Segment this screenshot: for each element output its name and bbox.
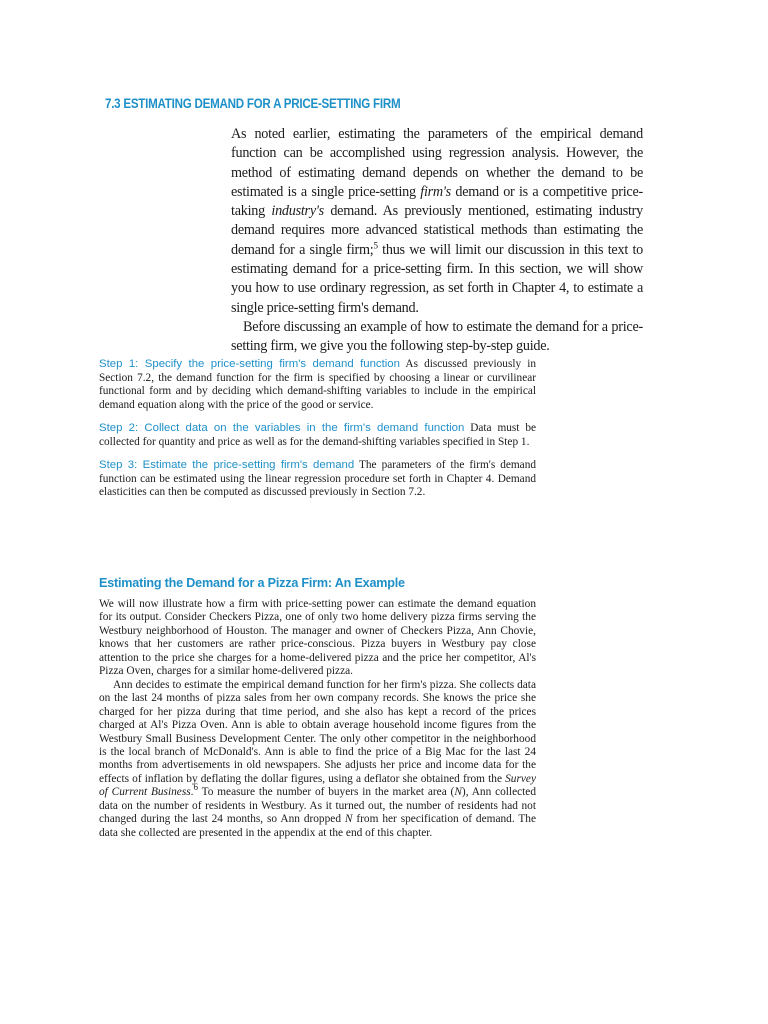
- intro-paragraph-1: As noted earlier, estimating the parameters of the empirical demand function can be accomplished using regression analysis. However, the method of estimating demand depends on whether the demand to be estimated is a single price-setting firm's demand or is a competitive price-taking industry's demand. As previously mentioned, estimating industry demand requires more advanced statistical methods than estimating the demand for a single firm;$^5$ thus we will limit our discussion in this text to estimating demand for a price-setting firm. In this section, we will show you how to use ordinary regression, as set forth in Chapter 4, to estimate a single price-setting firm's demand.: [231, 126, 643, 316]
- step-2: Step 2: Collect data on the variables in the firm's demand function Data must be collected for quantity and price as well as for the demand-shifting variables specified in Step 1.: [99, 422, 536, 448]
- footnote-ref-6[interactable]: 6: [193, 782, 198, 793]
- example-text: [99, 598, 536, 840]
- example-paragraph-2: Ann decides to estimate the empirical demand function for her firm's pizza. She collects data on the last 24 months of pizza sales from her own company records. She knows the price she charged for her pizza during that time period, and she also has kept a record of the prices charged at Al's Pizza Oven. Ann is able to obtain average household income figures from the Westbury Small Business Development Center. The only other competitor in the neighborhood is the local branch of McDonald's. Ann is able to find the price of a Big Mac for the last 24 months from advertisements in old newspapers. She adjusts her price and income data for the effects of inflation by deflating the dollar figures, using a deflator she obtained from the Survey of Current Business.$^6$ To measure the number of buyers in the market area (N), Ann collected data on the number of residents in Westbury. As it turned out, the number of residents had not changed during the last 24 months, so Ann dropped N from her specification of demand. The data she collected are presented in the appendix at the end of this chapter.: [99, 678, 537, 839]
- section-title: 7.3 ESTIMATING DEMAND FOR A PRICE-SETTING FIRM: [105, 96, 401, 111]
- step-3: Step 3: Estimate the price-setting firm's demand The parameters of the firm's demand function can be estimated using the linear regression procedure set forth in Chapter 4. Demand elasticities can then be computed as discussed previously in Section 7.2.: [99, 459, 536, 498]
- step-2-heading: Step 2: Collect data on the variables in the firm's demand function: [99, 422, 465, 434]
- step-1-heading: Step 1: Specify the price-setting firm's demand function: [99, 358, 400, 370]
- example-paragraph-1: We will now illustrate how a firm with price-setting power can estimate the demand equation for its output. Consider Checkers Pizza, one of only two home delivery pizza firms serving the Westbury neighborhood of Houston. The manager and owner of Checkers Pizza, Ann Chovie, knows that her customers are rather price-conscious. Pizza buyers in Westbury pay close attention to the price she charges for a home-delivered pizza and the price her competitor, Al's Pizza Oven, charges for a similar home-delivered pizza.: [99, 598, 536, 678]
- step-guide: [99, 358, 536, 510]
- example-heading: Estimating the Demand for a Pizza Firm: An Example: [99, 576, 405, 590]
- intro-text: [231, 125, 643, 357]
- intro-paragraph-2: Before discussing an example of how to estimate the demand for a price-setting firm, we give you the following step-by-step guide.: [231, 318, 643, 355]
- step-1: Step 1: Specify the price-setting firm's demand function As discussed previously in Section 7.2, the demand function for the firm is specified by choosing a linear or curvilinear functional form and by deciding which demand-shifting variables to include in the empirical demand equation along with the price of the good or service.: [99, 358, 536, 411]
- step-3-heading: Step 3: Estimate the price-setting firm's demand: [99, 459, 355, 471]
- footnote-ref-5[interactable]: 5: [373, 240, 378, 251]
